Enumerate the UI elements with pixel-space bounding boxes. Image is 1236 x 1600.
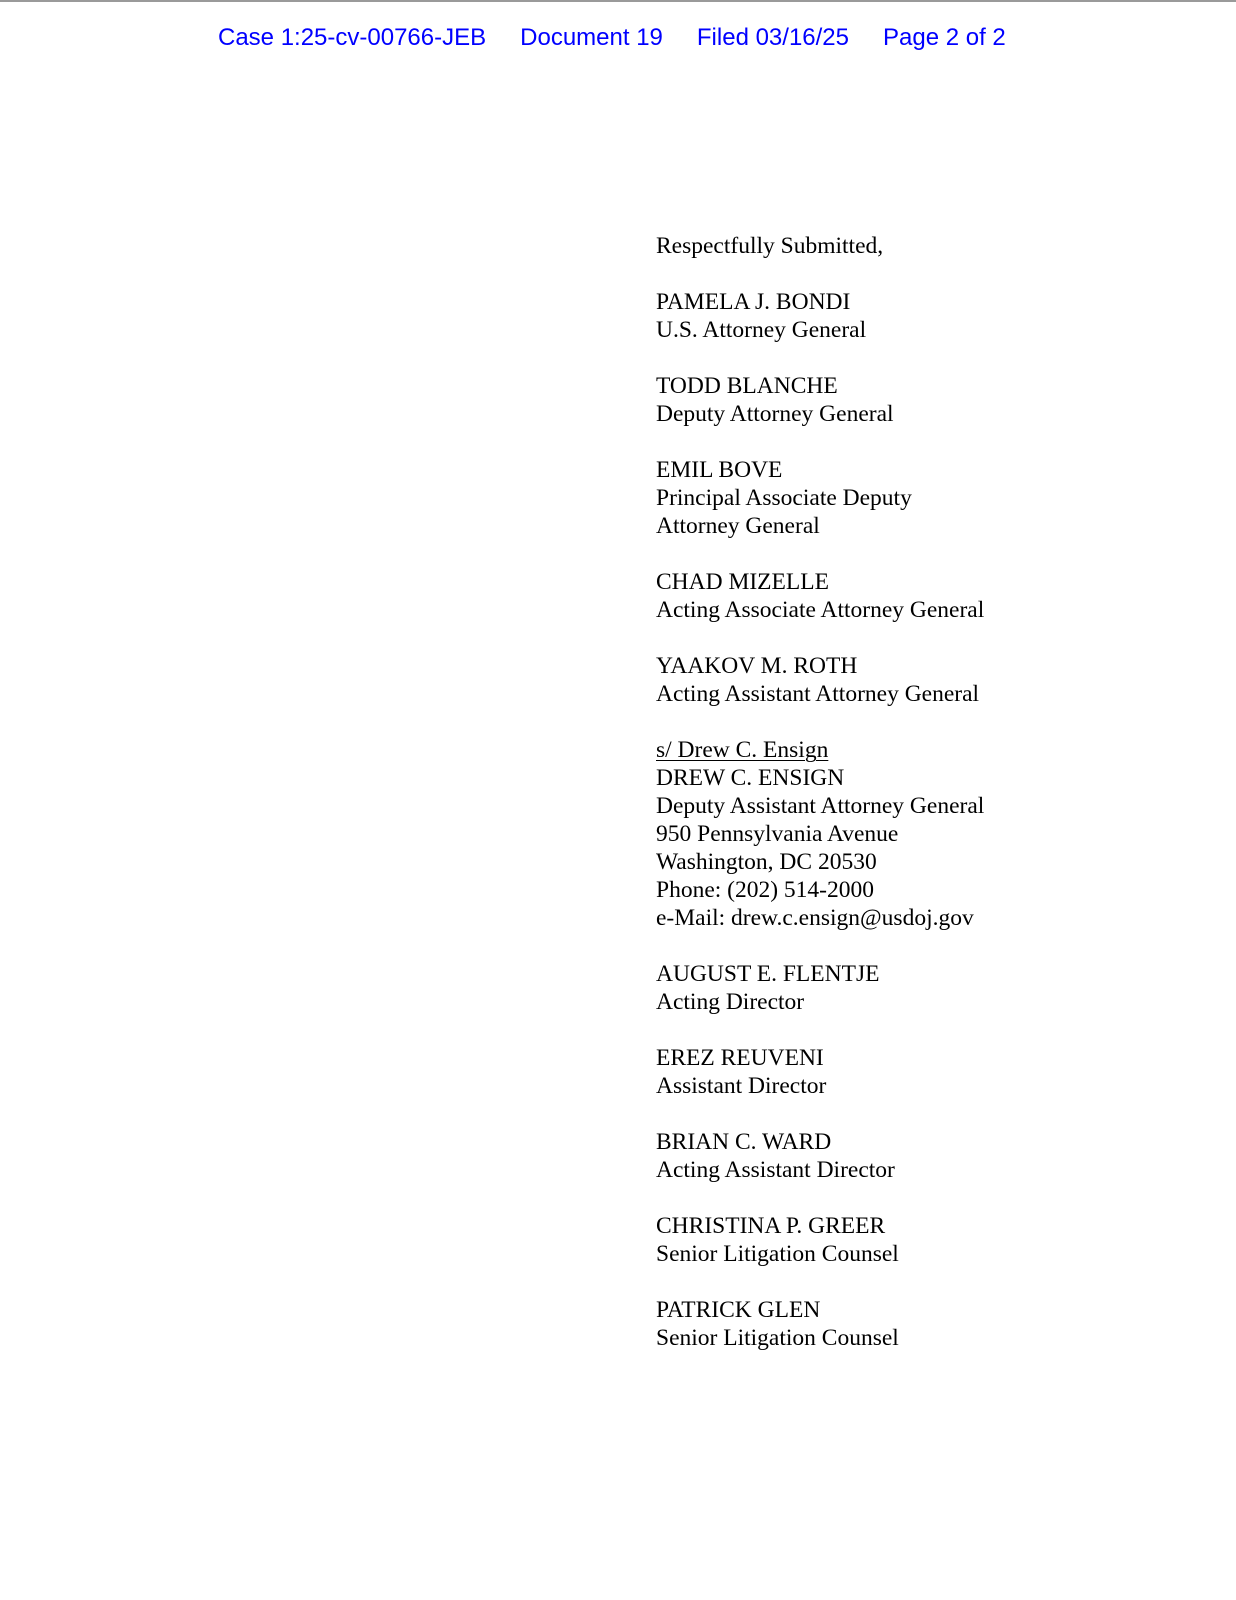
closing: Respectfully Submitted, bbox=[656, 233, 884, 259]
attorney-block bbox=[656, 568, 984, 624]
attorney-title: Acting Assistant Attorney General bbox=[656, 681, 980, 707]
signer-email: e-Mail: drew.c.ensign@usdoj.gov bbox=[656, 905, 974, 931]
attorney-block bbox=[656, 372, 984, 428]
attorney-block bbox=[656, 1128, 984, 1184]
attorney-name: CHRISTINA P. GREER bbox=[656, 1213, 886, 1239]
ecf-header bbox=[218, 22, 1006, 54]
attorney-name: AUGUST E. FLENTJE bbox=[656, 961, 880, 987]
attorney-title: U.S. Attorney General bbox=[656, 317, 867, 343]
attorney-title: Principal Associate Deputy bbox=[656, 485, 912, 511]
signer-block bbox=[656, 736, 984, 932]
attorney-name: BRIAN C. WARD bbox=[656, 1129, 832, 1155]
attorney-name: YAAKOV M. ROTH bbox=[656, 653, 858, 679]
signer-address-city: Washington, DC 20530 bbox=[656, 849, 877, 875]
attorney-name: TODD BLANCHE bbox=[656, 373, 838, 399]
filed-date: Filed 03/16/25 bbox=[696, 24, 849, 51]
attorney-title: Assistant Director bbox=[656, 1073, 827, 1099]
signer-title: Deputy Assistant Attorney General bbox=[656, 793, 985, 819]
attorney-block bbox=[656, 1212, 984, 1268]
attorney-name: PAMELA J. BONDI bbox=[656, 289, 851, 315]
attorney-block bbox=[656, 288, 984, 344]
signer-phone: Phone: (202) 514-2000 bbox=[656, 877, 875, 903]
attorney-title: Acting Assistant Director bbox=[656, 1157, 895, 1183]
attorney-name: PATRICK GLEN bbox=[656, 1297, 821, 1323]
signature-block bbox=[656, 232, 984, 1380]
attorney-name: CHAD MIZELLE bbox=[656, 569, 829, 595]
attorney-block bbox=[656, 960, 984, 1016]
closing-block bbox=[656, 232, 984, 260]
attorney-title: Attorney General bbox=[656, 513, 820, 539]
attorney-title: Senior Litigation Counsel bbox=[656, 1325, 899, 1351]
attorney-name: EREZ REUVENI bbox=[656, 1045, 824, 1071]
s-signature: s/ Drew C. Ensign bbox=[656, 737, 829, 763]
attorney-title: Senior Litigation Counsel bbox=[656, 1241, 899, 1267]
top-border-rule bbox=[0, 0, 1236, 2]
signer-address-street: 950 Pennsylvania Avenue bbox=[656, 821, 899, 847]
attorney-block bbox=[656, 1044, 984, 1100]
signer-name: DREW C. ENSIGN bbox=[656, 765, 845, 791]
attorney-title: Deputy Attorney General bbox=[656, 401, 894, 427]
attorney-name: EMIL BOVE bbox=[656, 457, 783, 483]
attorney-block bbox=[656, 1296, 984, 1352]
attorney-title: Acting Director bbox=[656, 989, 805, 1015]
attorney-block bbox=[656, 652, 984, 708]
case-number: Case 1:25-cv-00766-JEB bbox=[218, 24, 487, 51]
page-number: Page 2 of 2 bbox=[883, 24, 1006, 51]
document-number: Document 19 bbox=[520, 24, 663, 51]
attorney-title: Acting Associate Attorney General bbox=[656, 597, 985, 623]
attorney-block bbox=[656, 456, 984, 540]
